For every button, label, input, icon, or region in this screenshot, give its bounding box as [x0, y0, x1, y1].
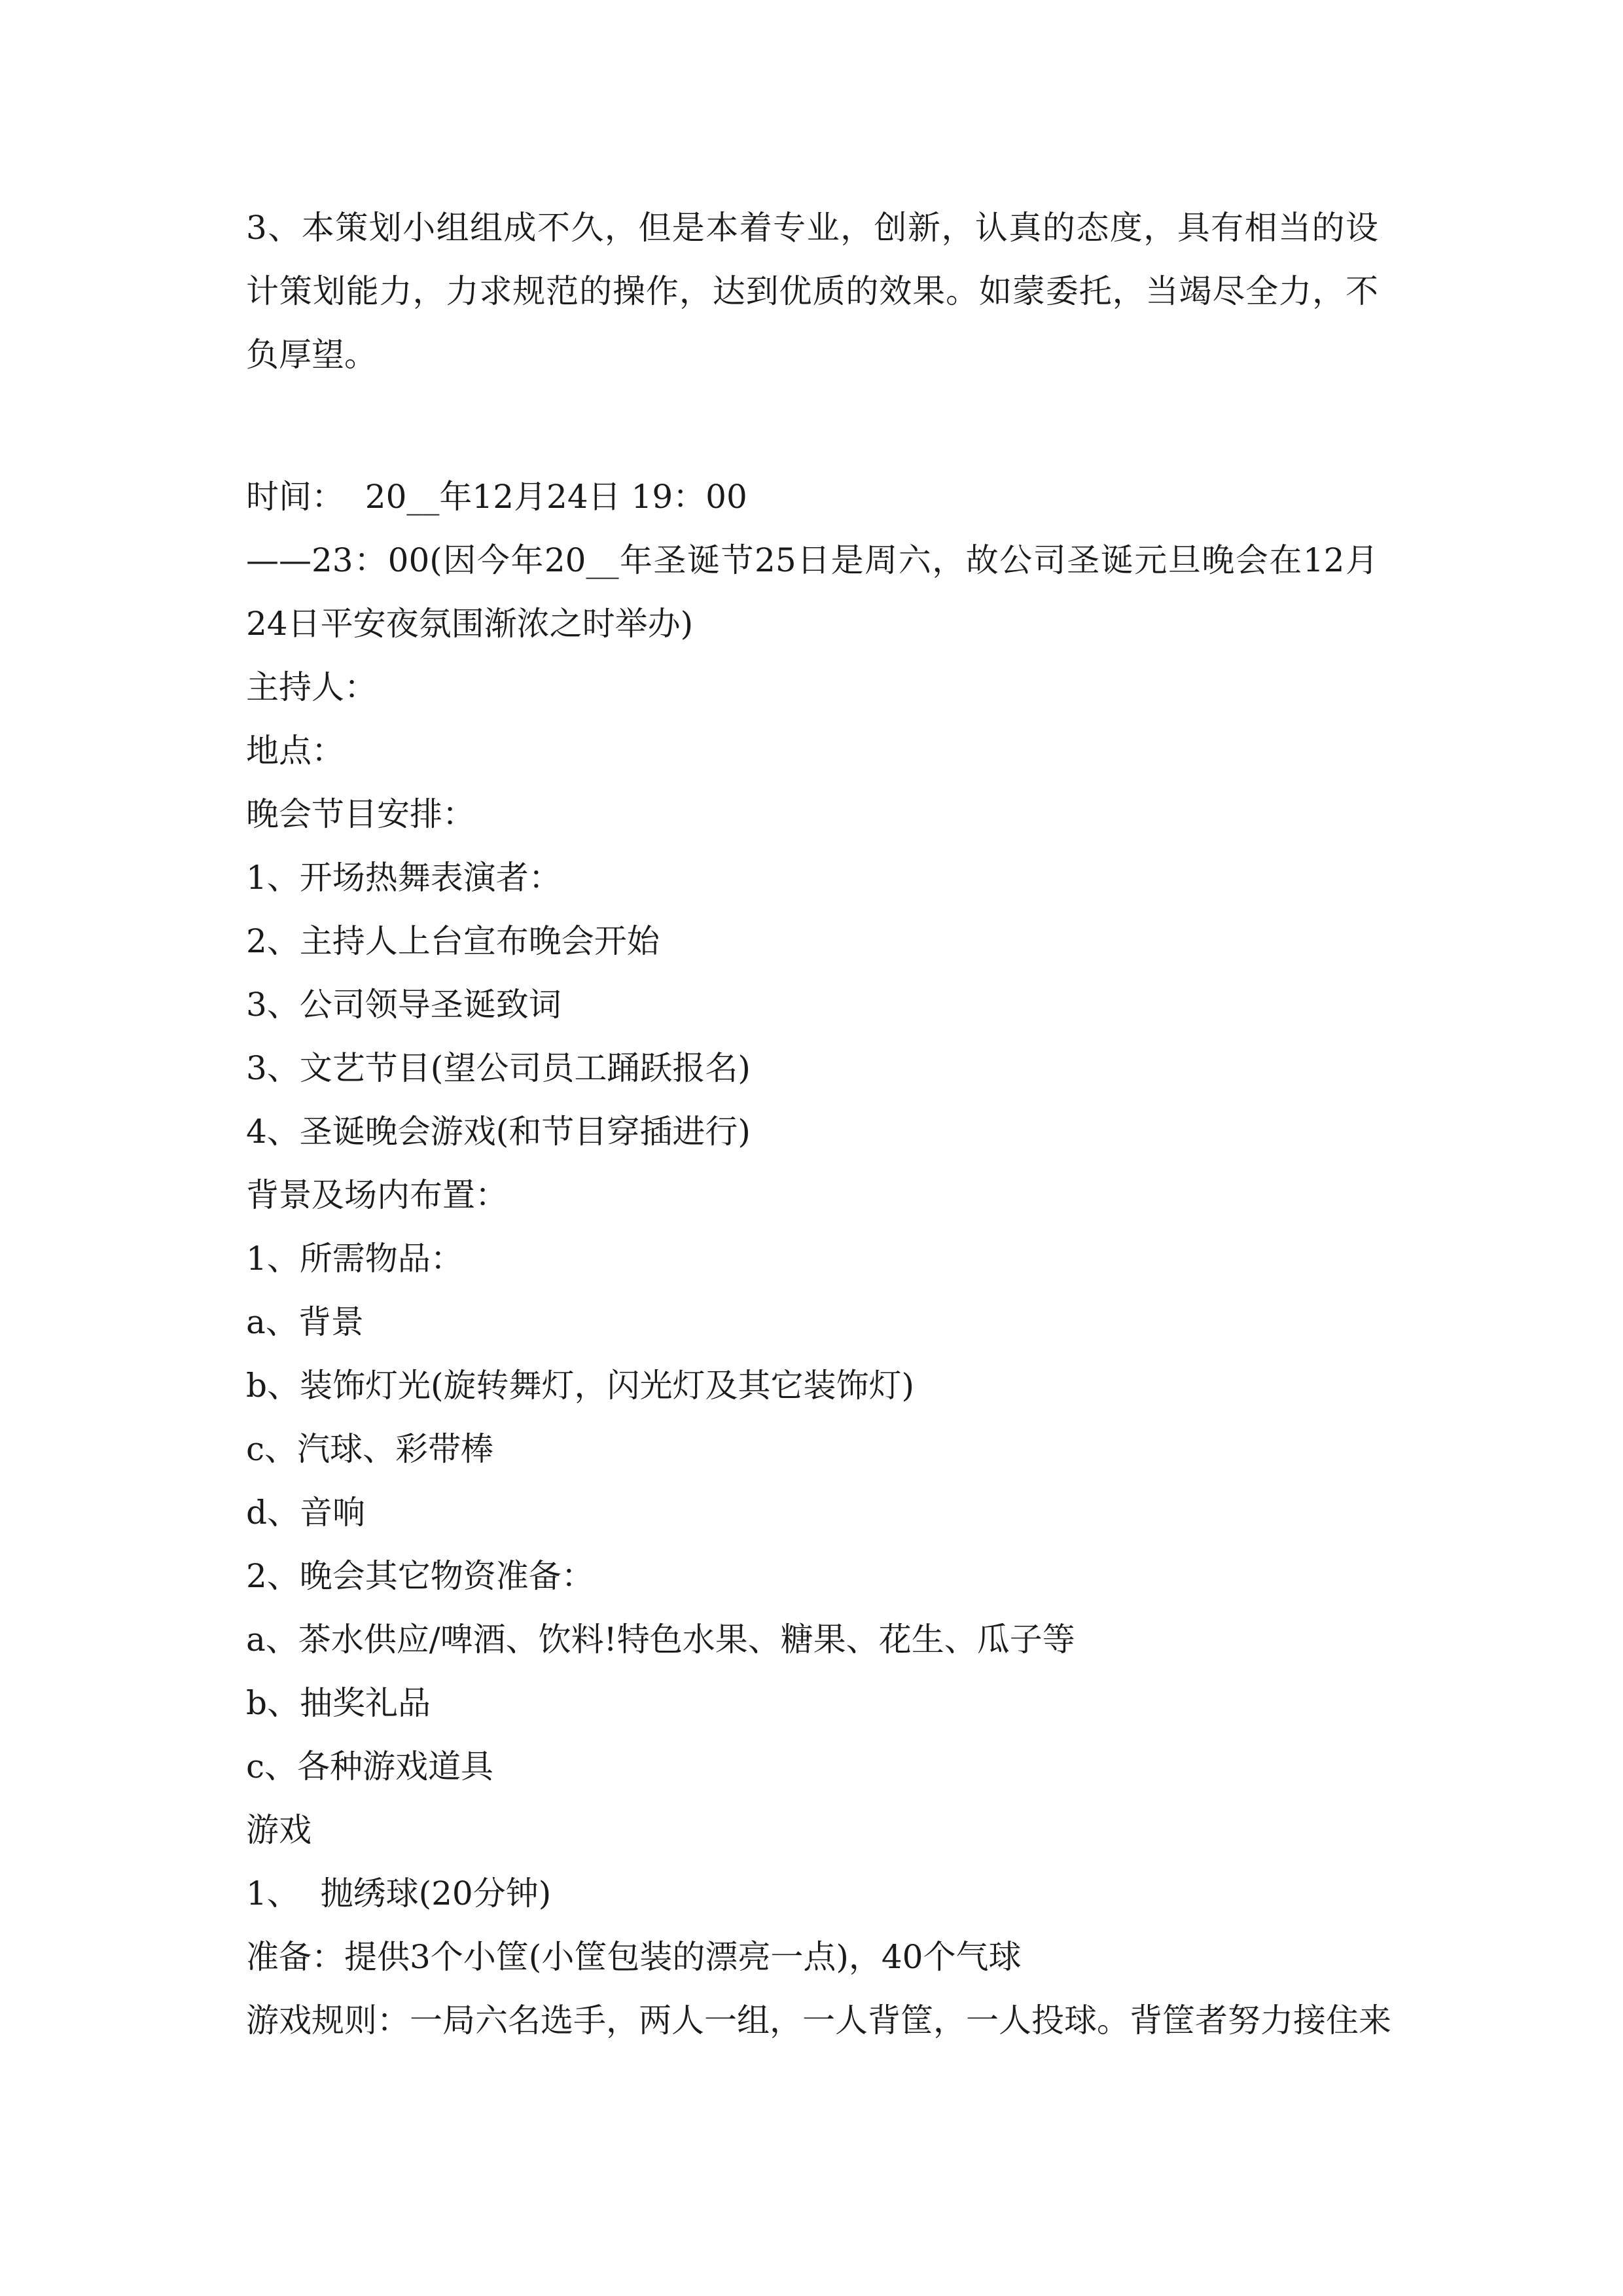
- event-time-note: ——23：00(因今年20__年圣诞节25日是周六，故公司圣诞元旦晚会在12月24日平安夜氛围渐浓之时举办): [246, 541, 1378, 643]
- program-item: 2、主持人上台宣布晚会开始: [246, 922, 660, 960]
- event-location: 地点：: [246, 732, 344, 770]
- setup-heading: 背景及场内布置：: [246, 1176, 508, 1214]
- supplies-subheading: 2、晚会其它物资准备：: [246, 1557, 594, 1595]
- setup-item: c、汽球、彩带棒: [246, 1430, 494, 1468]
- supplies-item: a、茶水供应/啤酒、饮料!特色水果、糖果、花生、瓜子等: [246, 1621, 1075, 1659]
- program-heading: 晚会节目安排：: [246, 795, 475, 833]
- program-item: 3、公司领导圣诞致词: [246, 986, 562, 1024]
- program-item: 3、文艺节目(望公司员工踊跃报名): [246, 1049, 751, 1087]
- program-item: 1、开场热舞表演者：: [246, 859, 562, 897]
- supplies-item: c、各种游戏道具: [246, 1748, 494, 1785]
- game-title: 1、 抛绣球(20分钟): [246, 1874, 552, 1912]
- intro-paragraph: 3、本策划小组组成不久，但是本着专业，创新，认真的态度，具有相当的设计策划能力，力求规范的操作，达到优质的效果。如蒙委托，当竭尽全力，不负厚望。: [246, 209, 1378, 374]
- setup-item: d、音响: [246, 1494, 366, 1532]
- paragraph-gap: [246, 387, 1378, 465]
- event-host: 主持人：: [246, 668, 377, 706]
- event-time: 时间： 20__年12月24日 19：00: [246, 478, 747, 516]
- game-preparation: 准备：提供3个小筐(小筐包装的漂亮一点)，40个气球: [246, 1938, 1022, 1976]
- setup-item: a、背景: [246, 1303, 364, 1341]
- program-item: 4、圣诞晚会游戏(和节目穿插进行): [246, 1113, 751, 1151]
- document-body: [246, 196, 1391, 2053]
- setup-item: b、装饰灯光(旋转舞灯，闪光灯及其它装饰灯): [246, 1367, 915, 1405]
- supplies-item: b、抽奖礼品: [246, 1684, 431, 1722]
- setup-subheading: 1、所需物品：: [246, 1240, 463, 1278]
- games-heading: 游戏: [246, 1811, 312, 1849]
- game-rules: 游戏规则：一局六名选手，两人一组，一人背筐，一人投球。背筐者努力接住来: [246, 2001, 1391, 2039]
